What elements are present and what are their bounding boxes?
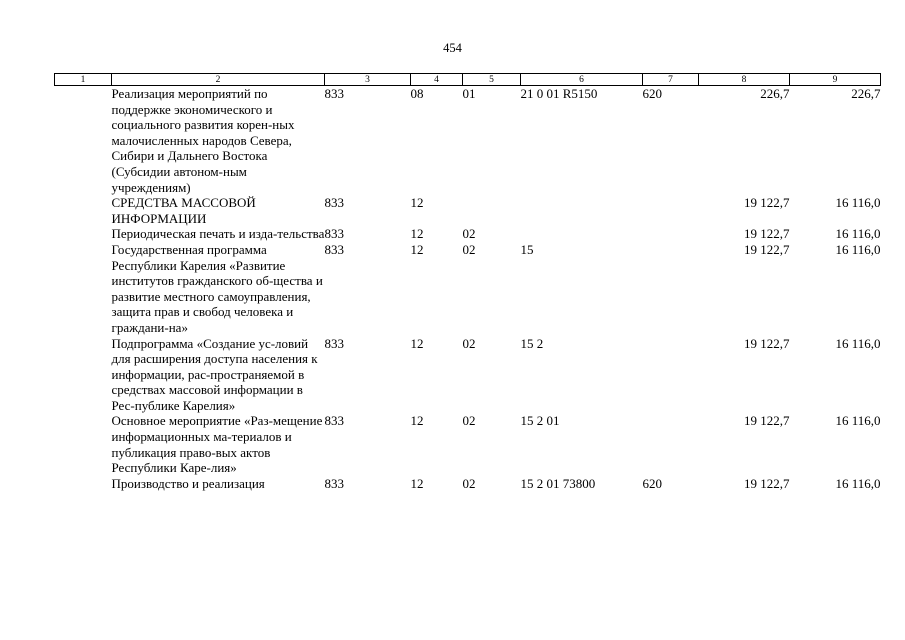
cell-year2: 16 116,0 xyxy=(835,241,881,257)
table-row xyxy=(55,336,881,414)
cell-target xyxy=(521,195,643,226)
cell-admin: 833 xyxy=(324,475,344,491)
cell-section: 08 xyxy=(410,86,424,101)
cell-name: Периодическая печать и изда-тельства xyxy=(111,226,325,242)
cell-year1: 19 122,7 xyxy=(744,413,790,429)
cell-name: Государственная программа Республики Карелия «Развитие институтов гражданского об-щества и развитие местного самоуправления, защита прав и свобод человека и граждани-на» xyxy=(111,241,323,335)
cell-subsection: 01 xyxy=(462,86,476,101)
cell-target xyxy=(521,226,643,242)
cell-target: 15 2 01 xyxy=(520,413,560,429)
table-row xyxy=(55,242,881,336)
cell-year2: 16 116,0 xyxy=(835,195,881,211)
header-row xyxy=(55,74,881,86)
cell-year1: 226,7 xyxy=(760,86,790,101)
page-number: 454 xyxy=(443,41,462,55)
cell-year2: 16 116,0 xyxy=(835,335,881,351)
cell-expense-type: 620 xyxy=(642,475,662,491)
header-col-8: 8 xyxy=(699,74,790,86)
table-row xyxy=(55,195,881,226)
cell-col1 xyxy=(55,336,112,414)
cell-expense-type xyxy=(643,336,699,414)
header-col-6: 6 xyxy=(521,74,643,86)
header-col-1: 1 xyxy=(55,74,112,86)
cell-name: Основное мероприятие «Раз-мещение информационных ма-териалов и публикация право-вых актов Республики Каре-лия» xyxy=(111,413,323,476)
cell-col1 xyxy=(55,86,112,196)
cell-target: 15 2 01 73800 xyxy=(520,475,596,491)
cell-expense-type: 620 xyxy=(642,86,662,101)
cell-admin: 833 xyxy=(324,241,344,257)
table-row xyxy=(55,476,881,492)
cell-subsection: 02 xyxy=(462,413,476,429)
cell-year1: 19 122,7 xyxy=(744,241,790,257)
cell-subsection: 02 xyxy=(462,226,476,242)
cell-year1: 19 122,7 xyxy=(744,335,790,351)
cell-section: 12 xyxy=(410,241,424,257)
cell-admin: 833 xyxy=(324,413,344,429)
cell-name: Производство и реализация xyxy=(111,475,265,491)
cell-subsection: 02 xyxy=(462,241,476,257)
cell-target: 21 0 01 R5150 xyxy=(520,86,598,101)
header-col-3: 3 xyxy=(325,74,411,86)
cell-col1 xyxy=(55,413,112,475)
cell-col1 xyxy=(55,195,112,226)
header-col-9: 9 xyxy=(790,74,881,86)
cell-expense-type xyxy=(643,413,699,475)
cell-expense-type xyxy=(643,226,699,242)
cell-subsection xyxy=(463,195,521,226)
cell-expense-type xyxy=(643,242,699,336)
cell-target: 15 xyxy=(520,241,534,257)
cell-year2: 16 116,0 xyxy=(835,226,881,242)
table-row xyxy=(55,86,881,196)
table-row xyxy=(55,413,881,475)
cell-year2: 16 116,0 xyxy=(835,475,881,491)
cell-subsection: 02 xyxy=(462,335,476,351)
cell-name: Подпрограмма «Создание ус-ловий для расширения доступа населения к информации, рас-пространяемой в средствах массовой информации в Рес-публике Карелия» xyxy=(111,335,318,413)
header-col-7: 7 xyxy=(643,74,699,86)
cell-admin: 833 xyxy=(324,195,344,211)
cell-section: 12 xyxy=(410,226,424,242)
header-col-4: 4 xyxy=(411,74,463,86)
cell-year2: 16 116,0 xyxy=(835,413,881,429)
table-body xyxy=(55,86,881,492)
cell-year2: 226,7 xyxy=(851,86,881,101)
cell-year1: 19 122,7 xyxy=(744,475,790,491)
cell-col1 xyxy=(55,476,112,492)
header-col-5: 5 xyxy=(463,74,521,86)
cell-name: СРЕДСТВА МАССОВОЙ ИНФОРМАЦИИ xyxy=(111,195,256,226)
cell-col1 xyxy=(55,242,112,336)
cell-year1: 19 122,7 xyxy=(744,195,790,211)
cell-section: 12 xyxy=(410,335,424,351)
cell-admin: 833 xyxy=(324,335,344,351)
table-row xyxy=(55,226,881,242)
cell-section: 12 xyxy=(410,195,424,211)
cell-col1 xyxy=(55,226,112,242)
cell-section: 12 xyxy=(410,475,424,491)
budget-table xyxy=(54,73,881,491)
table-header xyxy=(55,74,881,86)
cell-name: Реализация мероприятий по поддержке экономического и социального развития корен-ных малочисленных народов Севера, Сибири и Дальнего Востока (Субсидии автоном-ным учреждениям) xyxy=(111,86,295,195)
cell-expense-type xyxy=(643,195,699,226)
cell-admin: 833 xyxy=(324,86,344,101)
cell-target: 15 2 xyxy=(520,335,544,351)
header-col-2: 2 xyxy=(112,74,325,86)
cell-subsection: 02 xyxy=(462,475,476,491)
cell-section: 12 xyxy=(410,413,424,429)
cell-admin: 833 xyxy=(324,226,344,242)
cell-year1: 19 122,7 xyxy=(744,226,790,242)
